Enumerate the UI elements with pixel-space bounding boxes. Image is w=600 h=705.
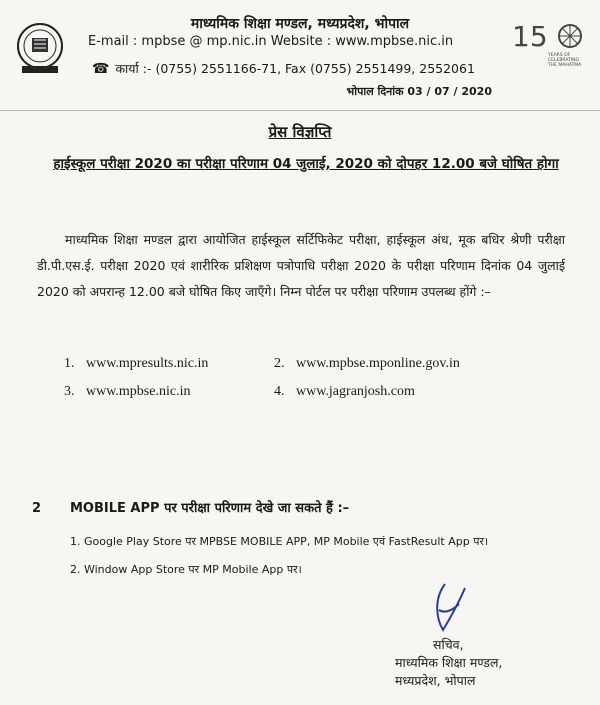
body-paragraph: माध्यमिक शिक्षा मण्डल द्वारा आयोजित हाईस्कूल सर्टिफिकेट परीक्षा, हाईस्कूल अंध, मूक बधिर श्रेणी परीक्षा डी.पी.एस.ई. परीक्षा 2020 एवं शारीरिक प्रशिक्षण पत्रोपाधि परीक्षा 2020 के परीक्षा परिणाम दिनांक 04 जुलाई 2020 को अपरान्ह 12.00 बजे घोषित किए जाएँगे। निम्न पोर्टल पर परीक्षा परिणाम उपलब्ध होंगे :– — [37, 232, 565, 299]
mobile-heading-text: MOBILE APP पर परीक्षा परिणाम देखे जा सकते हैं :– — [70, 501, 350, 516]
portal-link[interactable] — [64, 384, 190, 400]
mobile-app-heading — [32, 498, 349, 516]
link-number: 2. — [274, 356, 285, 371]
app-store-item: 1. Google Play Store पर MPBSE MOBILE APP, MP Mobile एवं FastResult App पर। — [70, 535, 489, 548]
press-release-title: प्रेस विज्ञप्ति — [268, 123, 332, 141]
designation: सचिव, — [433, 637, 464, 652]
section-number: 2 — [32, 501, 42, 516]
link-url: www.jagranjosh.com — [296, 384, 415, 399]
svg-text:CELEBRATING: CELEBRATING — [548, 58, 580, 63]
telephone-icon: ☎ — [92, 61, 110, 77]
portal-link[interactable] — [274, 384, 415, 400]
svg-text:YEARS OF: YEARS OF — [548, 53, 571, 58]
headline: हाईस्कूल परीक्षा 2020 का परीक्षा परिणाम 04 जुलाई, 2020 को दोपहर 12.00 बजे घोषित होगा — [53, 156, 559, 172]
phone-line — [92, 60, 475, 77]
portal-link[interactable] — [274, 356, 460, 372]
link-url: www.mpbse.nic.in — [86, 384, 191, 399]
app-store-item: 2. Window App Store पर MP Mobile App पर। — [70, 563, 302, 576]
link-url: www.mpresults.nic.in — [86, 356, 209, 371]
signature-icon — [415, 580, 475, 640]
link-number: 4. — [274, 384, 285, 399]
link-number: 1. — [64, 356, 75, 371]
board-title: माध्यमिक शिक्षा मण्डल, मध्यप्रदेश, भोपाल — [190, 16, 410, 32]
phone-text: कार्या :- (0755) 2551166-71, Fax (0755) 2551499, 2552061 — [115, 61, 475, 76]
date-line: भोपाल दिनांक 03 / 07 / 2020 — [346, 85, 492, 98]
link-number: 3. — [64, 384, 75, 399]
header-divider — [0, 110, 600, 111]
svg-text:THE MAHATMA: THE MAHATMA — [548, 63, 582, 68]
office-name: माध्यमिक शिक्षा मण्डल, — [395, 655, 503, 670]
signature-block — [395, 636, 502, 690]
email-website-line: E-mail : mpbse @ mp.nic.in Website : www.mpbse.nic.in — [88, 34, 454, 49]
svg-text:15: 15 — [512, 20, 548, 53]
office-location: मध्यप्रदेश, भोपाल — [395, 673, 476, 688]
portal-link[interactable] — [64, 356, 208, 372]
link-url: www.mpbse.mponline.gov.in — [296, 356, 460, 371]
